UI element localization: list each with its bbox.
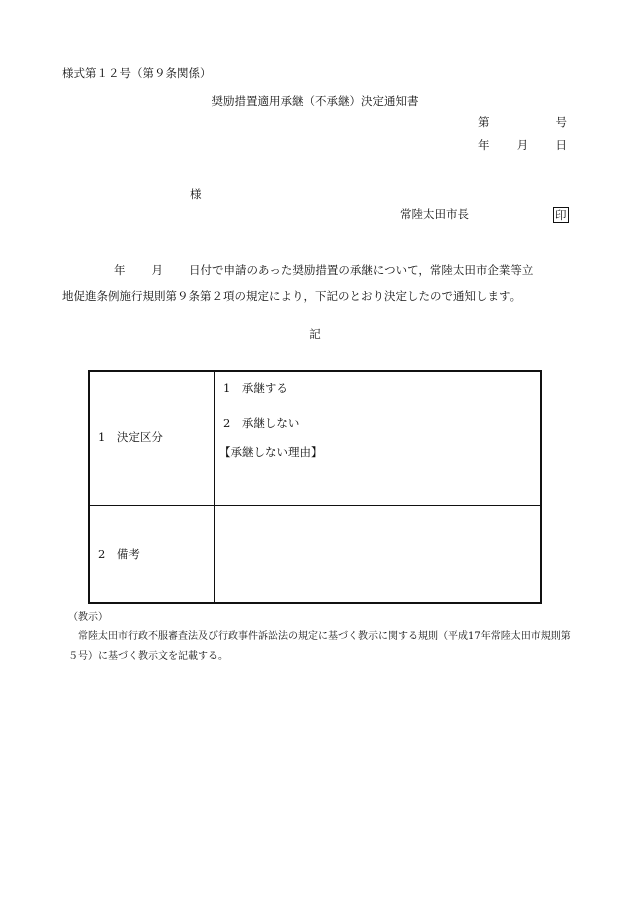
body-month: 月 [151,263,163,277]
date-line [478,139,567,153]
row-2-label-cell [90,506,215,602]
remarks-label: 2 備考 [98,547,140,561]
not-succeed-reason-label: 【承継しない理由】 [219,445,323,459]
body-line-2: 地促進条例施行規則第９条第２項の規定により，下記のとおり決定したので通知します。 [62,289,522,303]
body-line-1 [62,257,582,283]
document-title: 奨励措置適用承継（不承継）決定通知書 [211,94,419,108]
note-heading: （教示） [68,612,108,623]
recipient-honorific: 様 [190,187,202,201]
row-1-value-cell [215,372,540,506]
note-body: 常陸太田市行政不服審査法及び行政事件訴訟法の規定に基づく教示に関する規則（平成17年常陸太田市規則第５号）に基づく教示文を記載する。 [68,631,571,662]
seal-mark: 印 [555,208,567,222]
option-not-succeed: 2 承継しない [223,416,300,430]
body-line-1-text: 日付で申請のあった奨励措置の承継について，常陸太田市企業等立 [189,263,534,277]
body-year: 年 [114,263,126,277]
date-month: 月 [516,138,529,152]
number-prefix: 第 [478,115,490,129]
body-text [62,257,582,309]
number-suffix: 号 [555,115,567,129]
form-number: 様式第１２号（第９条関係） [62,66,212,80]
document-number-line [478,116,567,130]
date-year: 年 [478,138,490,152]
decision-category-label: 1 決定区分 [98,430,163,444]
date-day: 日 [555,138,567,152]
ki-heading: 記 [309,327,321,341]
remarks-value-cell [215,506,540,602]
decision-table [88,370,542,604]
row-1-label-cell [90,372,215,506]
option-succeed: 1 承継する [223,381,288,395]
sender-name: 常陸太田市長 [400,207,469,221]
